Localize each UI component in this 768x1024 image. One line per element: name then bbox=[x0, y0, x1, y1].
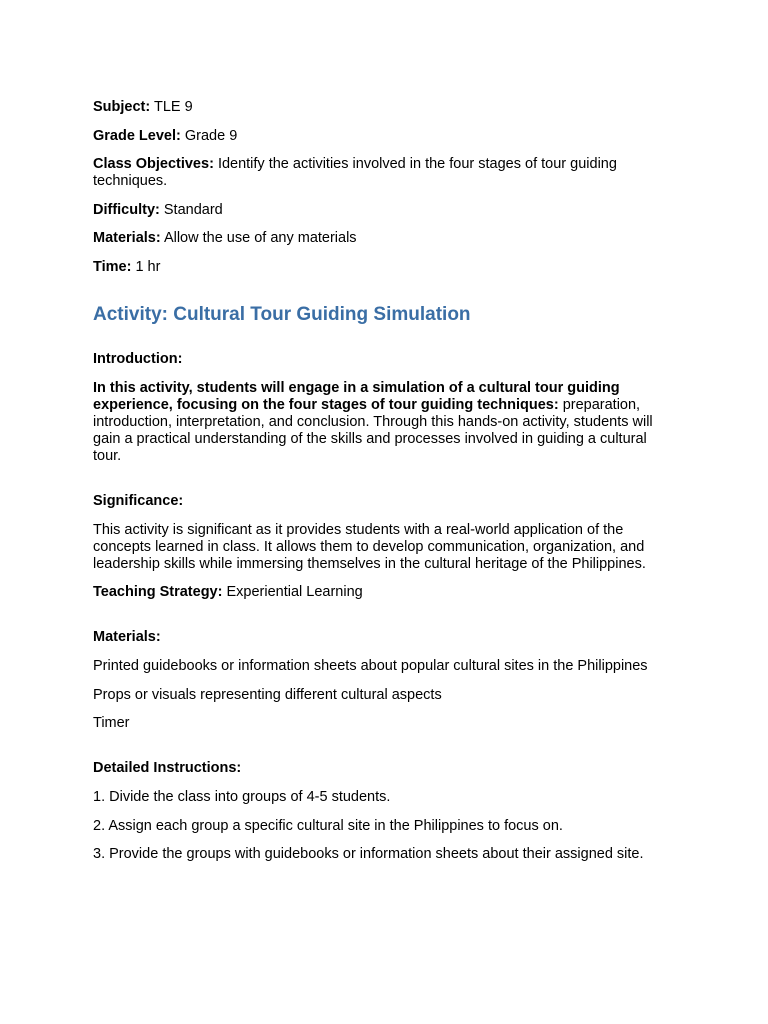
grade-level-value: Grade 9 bbox=[184, 127, 238, 144]
subject-label: Subject: bbox=[93, 99, 151, 115]
grade-level-label: Grade Level: bbox=[93, 127, 181, 144]
introduction-bold-text: In this activity, students will engage in a simulation of a cultural tour guiding experience, focusing on the four stages of tour guiding techniques: bbox=[93, 379, 620, 413]
instruction-item: 3. Provide the groups with guidebooks or information sheets about their assigned site. bbox=[93, 846, 644, 862]
difficulty-line bbox=[93, 202, 668, 219]
materials-value: Allow the use of any materials bbox=[163, 230, 357, 246]
materials-line bbox=[93, 230, 668, 247]
subject-value: TLE 9 bbox=[153, 99, 193, 115]
grade-level-line bbox=[93, 128, 668, 145]
subject-line bbox=[93, 99, 668, 116]
class-objectives-label: Class Objectives: bbox=[93, 156, 214, 172]
introduction-text bbox=[93, 380, 668, 465]
activity-title: Activity: Cultural Tour Guiding Simulation bbox=[93, 303, 471, 325]
time-line bbox=[93, 259, 668, 276]
time-value: 1 hr bbox=[135, 258, 161, 275]
materials-item: Props or visuals representing different cultural aspects bbox=[93, 686, 442, 703]
materials-item: Printed guidebooks or information sheets about popular cultural sites in the Philippines bbox=[93, 658, 648, 674]
instruction-item: 2. Assign each group a specific cultural site in the Philippines to focus on. bbox=[93, 817, 563, 834]
introduction-body-text: preparation, introduction, interpretation, and conclusion. Through this hands-on activity, students will gain a practical understanding of the skills and processes involved in guiding a cultural tour. bbox=[93, 396, 653, 464]
teaching-strategy-line bbox=[93, 584, 668, 601]
difficulty-value: Standard bbox=[163, 201, 223, 218]
lesson-plan-page bbox=[93, 99, 668, 875]
instruction-item: 1. Divide the class into groups of 4-5 students. bbox=[93, 789, 391, 805]
materials-section-label: Materials: bbox=[93, 629, 161, 645]
instructions-label: Detailed Instructions: bbox=[93, 760, 242, 776]
teaching-strategy-label: Teaching Strategy: bbox=[93, 584, 223, 600]
teaching-strategy-value: Experiential Learning bbox=[226, 584, 363, 600]
class-objectives-value: Identify the activities involved in the four stages of tour guiding techniques. bbox=[93, 156, 617, 189]
difficulty-label: Difficulty: bbox=[93, 201, 160, 218]
materials-item: Timer bbox=[93, 715, 130, 731]
significance-label: Significance: bbox=[93, 492, 184, 509]
time-label: Time: bbox=[93, 258, 132, 275]
introduction-label: Introduction: bbox=[93, 350, 183, 367]
class-objectives-line bbox=[93, 156, 668, 190]
significance-text: This activity is significant as it provides students with a real-world application of the concepts learned in class. It allows them to develop communication, organization, and leadership skills while immersing themselves in the cultural heritage of the Philippines. bbox=[93, 521, 646, 572]
materials-label: Materials: bbox=[93, 230, 161, 246]
